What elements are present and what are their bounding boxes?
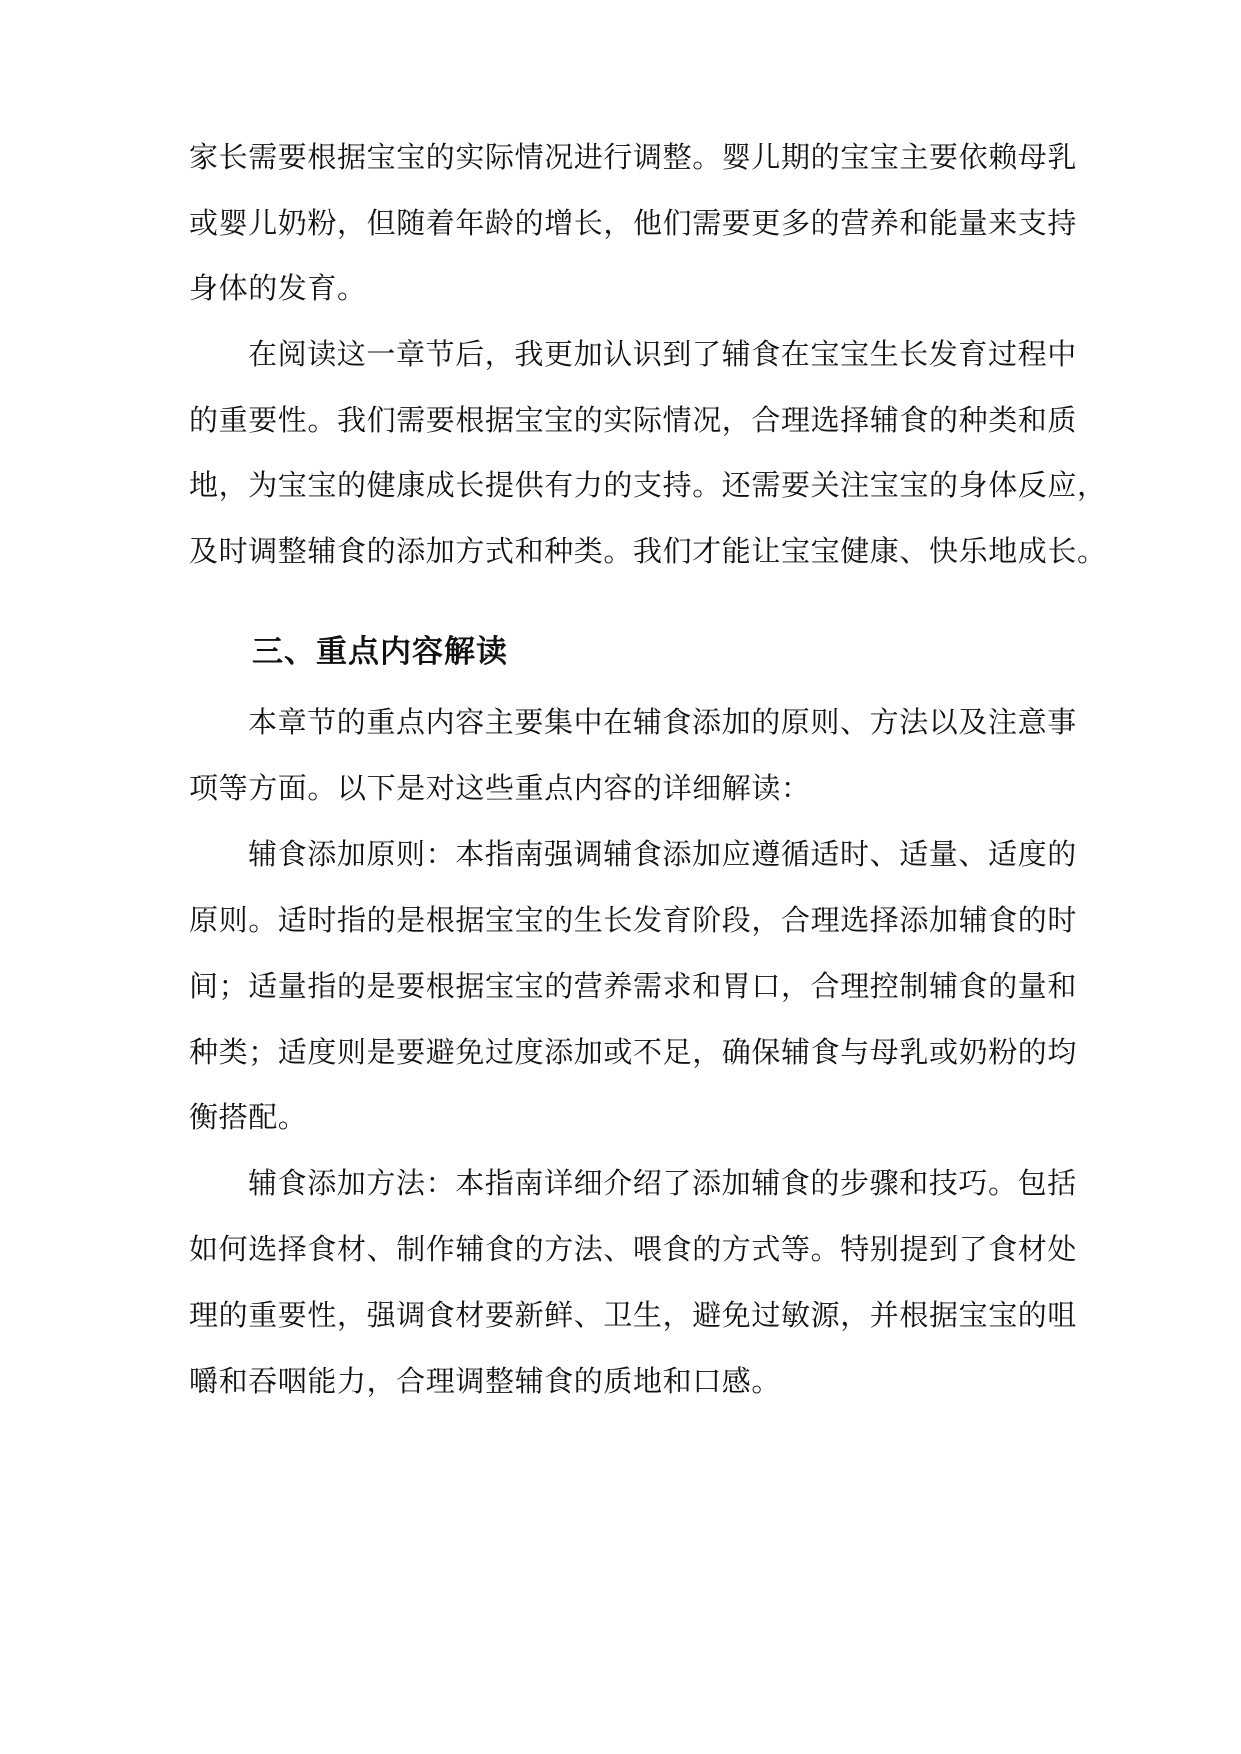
paragraph-5-line-3: 理的重要性，强调食材要新鲜、卫生，避免过敏源，并根据宝宝的咀 <box>189 1298 1078 1332</box>
paragraph-4-line-5: 衡搭配。 <box>189 1100 308 1134</box>
paragraph-2-line-2: 的重要性。我们需要根据宝宝的实际情况，合理选择辅食的种类和质 <box>189 403 1078 437</box>
paragraph-3-line-2: 项等方面。以下是对这些重点内容的详细解读： <box>189 771 811 805</box>
paragraph-2-line-4: 及时调整辅食的添加方式和种类。我们才能让宝宝健康、快乐地成长。 <box>189 534 1107 568</box>
paragraph-4-line-2: 原则。适时指的是根据宝宝的生长发育阶段，合理选择添加辅食的时 <box>189 903 1078 937</box>
paragraph-2-line-1: 在阅读这一章节后，我更加认识到了辅食在宝宝生长发育过程中 <box>248 337 1077 371</box>
paragraph-4-line-3: 间；适量指的是要根据宝宝的营养需求和胃口，合理控制辅食的量和 <box>189 969 1078 1003</box>
paragraph-1-line-3: 身体的发育。 <box>189 271 367 305</box>
paragraph-5-line-1: 辅食添加方法：本指南详细介绍了添加辅食的步骤和技巧。包括 <box>248 1166 1077 1200</box>
section-heading: 三、重点内容解读 <box>252 634 508 670</box>
paragraph-4-line-4: 种类；适度则是要避免过度添加或不足，确保辅食与母乳或奶粉的均 <box>189 1035 1078 1069</box>
paragraph-4-line-1: 辅食添加原则：本指南强调辅食添加应遵循适时、适量、适度的 <box>248 837 1077 871</box>
paragraph-2-line-3: 地，为宝宝的健康成长提供有力的支持。还需要关注宝宝的身体反应， <box>189 468 1107 502</box>
paragraph-5-line-4: 嚼和吞咽能力，合理调整辅食的质地和口感。 <box>189 1364 782 1398</box>
paragraph-5-line-2: 如何选择食材、制作辅食的方法、喂食的方式等。特别提到了食材处 <box>189 1232 1078 1266</box>
paragraph-3-line-1: 本章节的重点内容主要集中在辅食添加的原则、方法以及注意事 <box>248 705 1077 739</box>
paragraph-1-line-1: 家长需要根据宝宝的实际情况进行调整。婴儿期的宝宝主要依赖母乳 <box>189 140 1078 174</box>
paragraph-1-line-2: 或婴儿奶粉，但随着年龄的增长，他们需要更多的营养和能量来支持 <box>189 206 1078 240</box>
